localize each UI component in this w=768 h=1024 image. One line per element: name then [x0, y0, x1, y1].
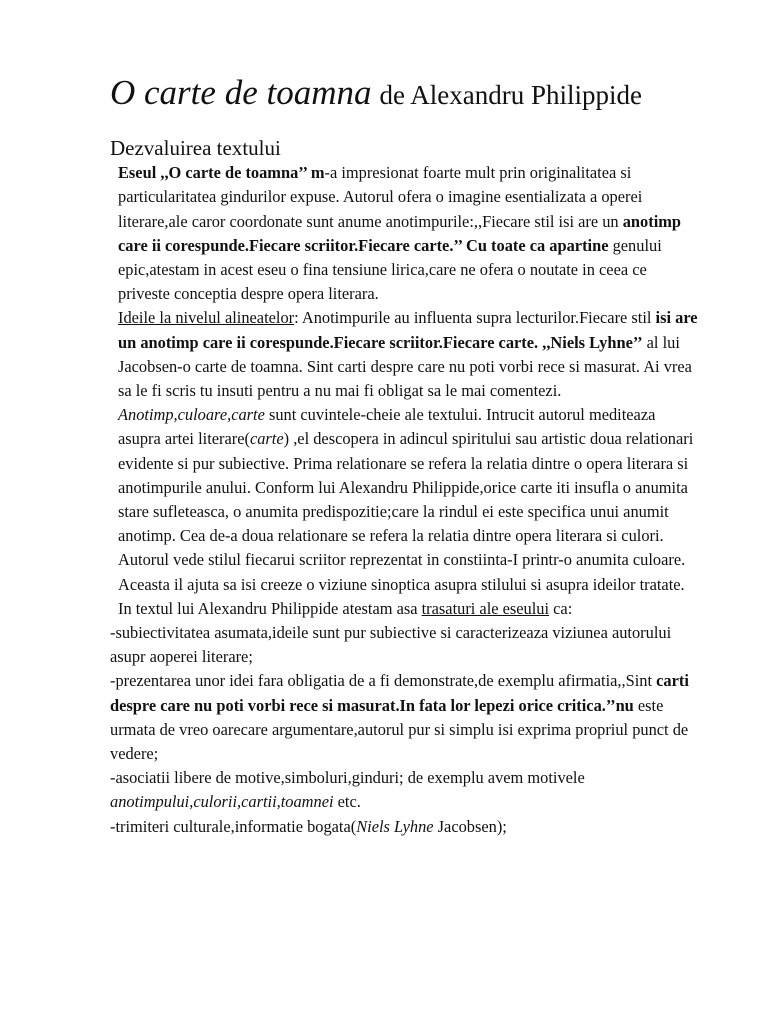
p1-text-b: genului epic,atestam in acest eseu o fina tensiune lirica,care ne ofera o noutate in ceea ce priveste conceptia despre opera literara. [118, 235, 662, 304]
p4-text-a: In textul lui Alexandru Philippide atestam asa [118, 598, 422, 618]
p4-underlined: trasaturi ale eseului [421, 598, 550, 618]
list-item-cultural-references [110, 815, 700, 839]
title-author: de Alexandru Philippide [379, 80, 642, 110]
p2-text-b: al lui Jacobsen-o carte de toamna. Sint carti despre care nu poti vorbi rece si masurat. Ai vrea sa le fi scris tu insuti pentru a nu mai fi obligat sa le mai comentezi. [118, 332, 692, 401]
title-main-italic: O carte de toamna [110, 73, 372, 112]
list-item-ideas-presentation [110, 669, 700, 766]
p1-bold-lead: Eseul ,,O carte de toamna’’ m [118, 163, 325, 183]
p3-italic-keywords: Anotimp,culoare,carte [118, 405, 265, 425]
paragraph-features-intro [110, 597, 700, 621]
paragraph-ideas [110, 306, 700, 403]
p8-text-b: Jacobsen); [433, 816, 507, 836]
p3-text-b: ) ,el descopera in adincul spiritului sau artistic doua relationari evidente si pur subiective. Prima relationare se refera la relatia dintre o opera literara si anotimpurile anului. Conform lui Alexandru Philippide,orice carte iti insufla o anumita stare sufleteasca, o anumita predispozitie;care la rindul ei este specifica unui anumit anotimp. Cea de-a doua relationare se refera la relatia dintre opera literara si culori. Autorul vede stilul fiecarui scriitor reprezentat in constiinta-I printr-o anumita culoare. Aceasta il ajuta sa isi creeze o viziune sinoptica asupra stilului si asupra ideilor tratate. [118, 429, 694, 594]
paragraph-intro [110, 161, 700, 306]
list-item-subjectivity: -subiectivitatea asumata,ideile sunt pur subiective si caracterizeaza viziunea autorului asupr aoperei literare; [110, 623, 672, 667]
section-heading: Dezvaluirea textului [110, 136, 281, 160]
paragraph-keywords [110, 403, 700, 597]
p3-italic-word: carte [249, 429, 284, 449]
p6-bold-quote: carti despre care nu poti vorbi rece si masurat.In fata lor lepezi orice critica.’’nu [110, 671, 689, 715]
p7-text-a: -asociatii libere de motive,simboluri,ginduri; de exemplu avem motivele [110, 768, 585, 788]
list-item-free-associations [110, 766, 700, 814]
p2-bold-quote: isi are un anotimp care ii corespunde.Fiecare scriitor.Fiecare carte. ,,Niels Lyhne’’ [118, 308, 698, 352]
p8-italic-name: Niels Lyhne [356, 816, 434, 836]
p1-bold-quote: anotimp care ii corespunde.Fiecare scriitor.Fiecare carte.’’ Cu toate ca apartine [118, 211, 682, 255]
p1-text-a: -a impresionat foarte mult prin originalitatea si particularitatea gindurilor expuse. Autorul ofera o imagine esentializata a operei literare,ale caror coordonate sunt anume anotimpurile:,,Fiecare stil isi are un [118, 163, 643, 231]
p6-text-a: -prezentarea unor idei fara obligatia de a fi demonstrate,de exemplu afirmatia,,Sint [110, 671, 657, 691]
p3-text-a: sunt cuvintele-cheie ale textului. Intrucit autorul mediteaza asupra artei literare( [118, 405, 656, 449]
p4-text-b: ca: [549, 598, 573, 618]
p2-text-a: : Anotimpurile au influenta supra lecturilor.Fiecare stil [294, 308, 656, 328]
p8-text-a: -trimiteri culturale,informatie bogata( [110, 816, 357, 836]
p7-text-b: etc. [333, 792, 361, 812]
p2-underlined-heading: Ideile la nivelul alineatelor [118, 308, 295, 328]
p6-text-b: este urmata de vreo oarecare argumentare,autorul pur si simplu isi exprima propriul punct de vedere; [110, 695, 689, 764]
p7-italic-motifs: anotimpului,culorii,cartii,toamnei [110, 792, 334, 812]
document-title [110, 72, 700, 114]
